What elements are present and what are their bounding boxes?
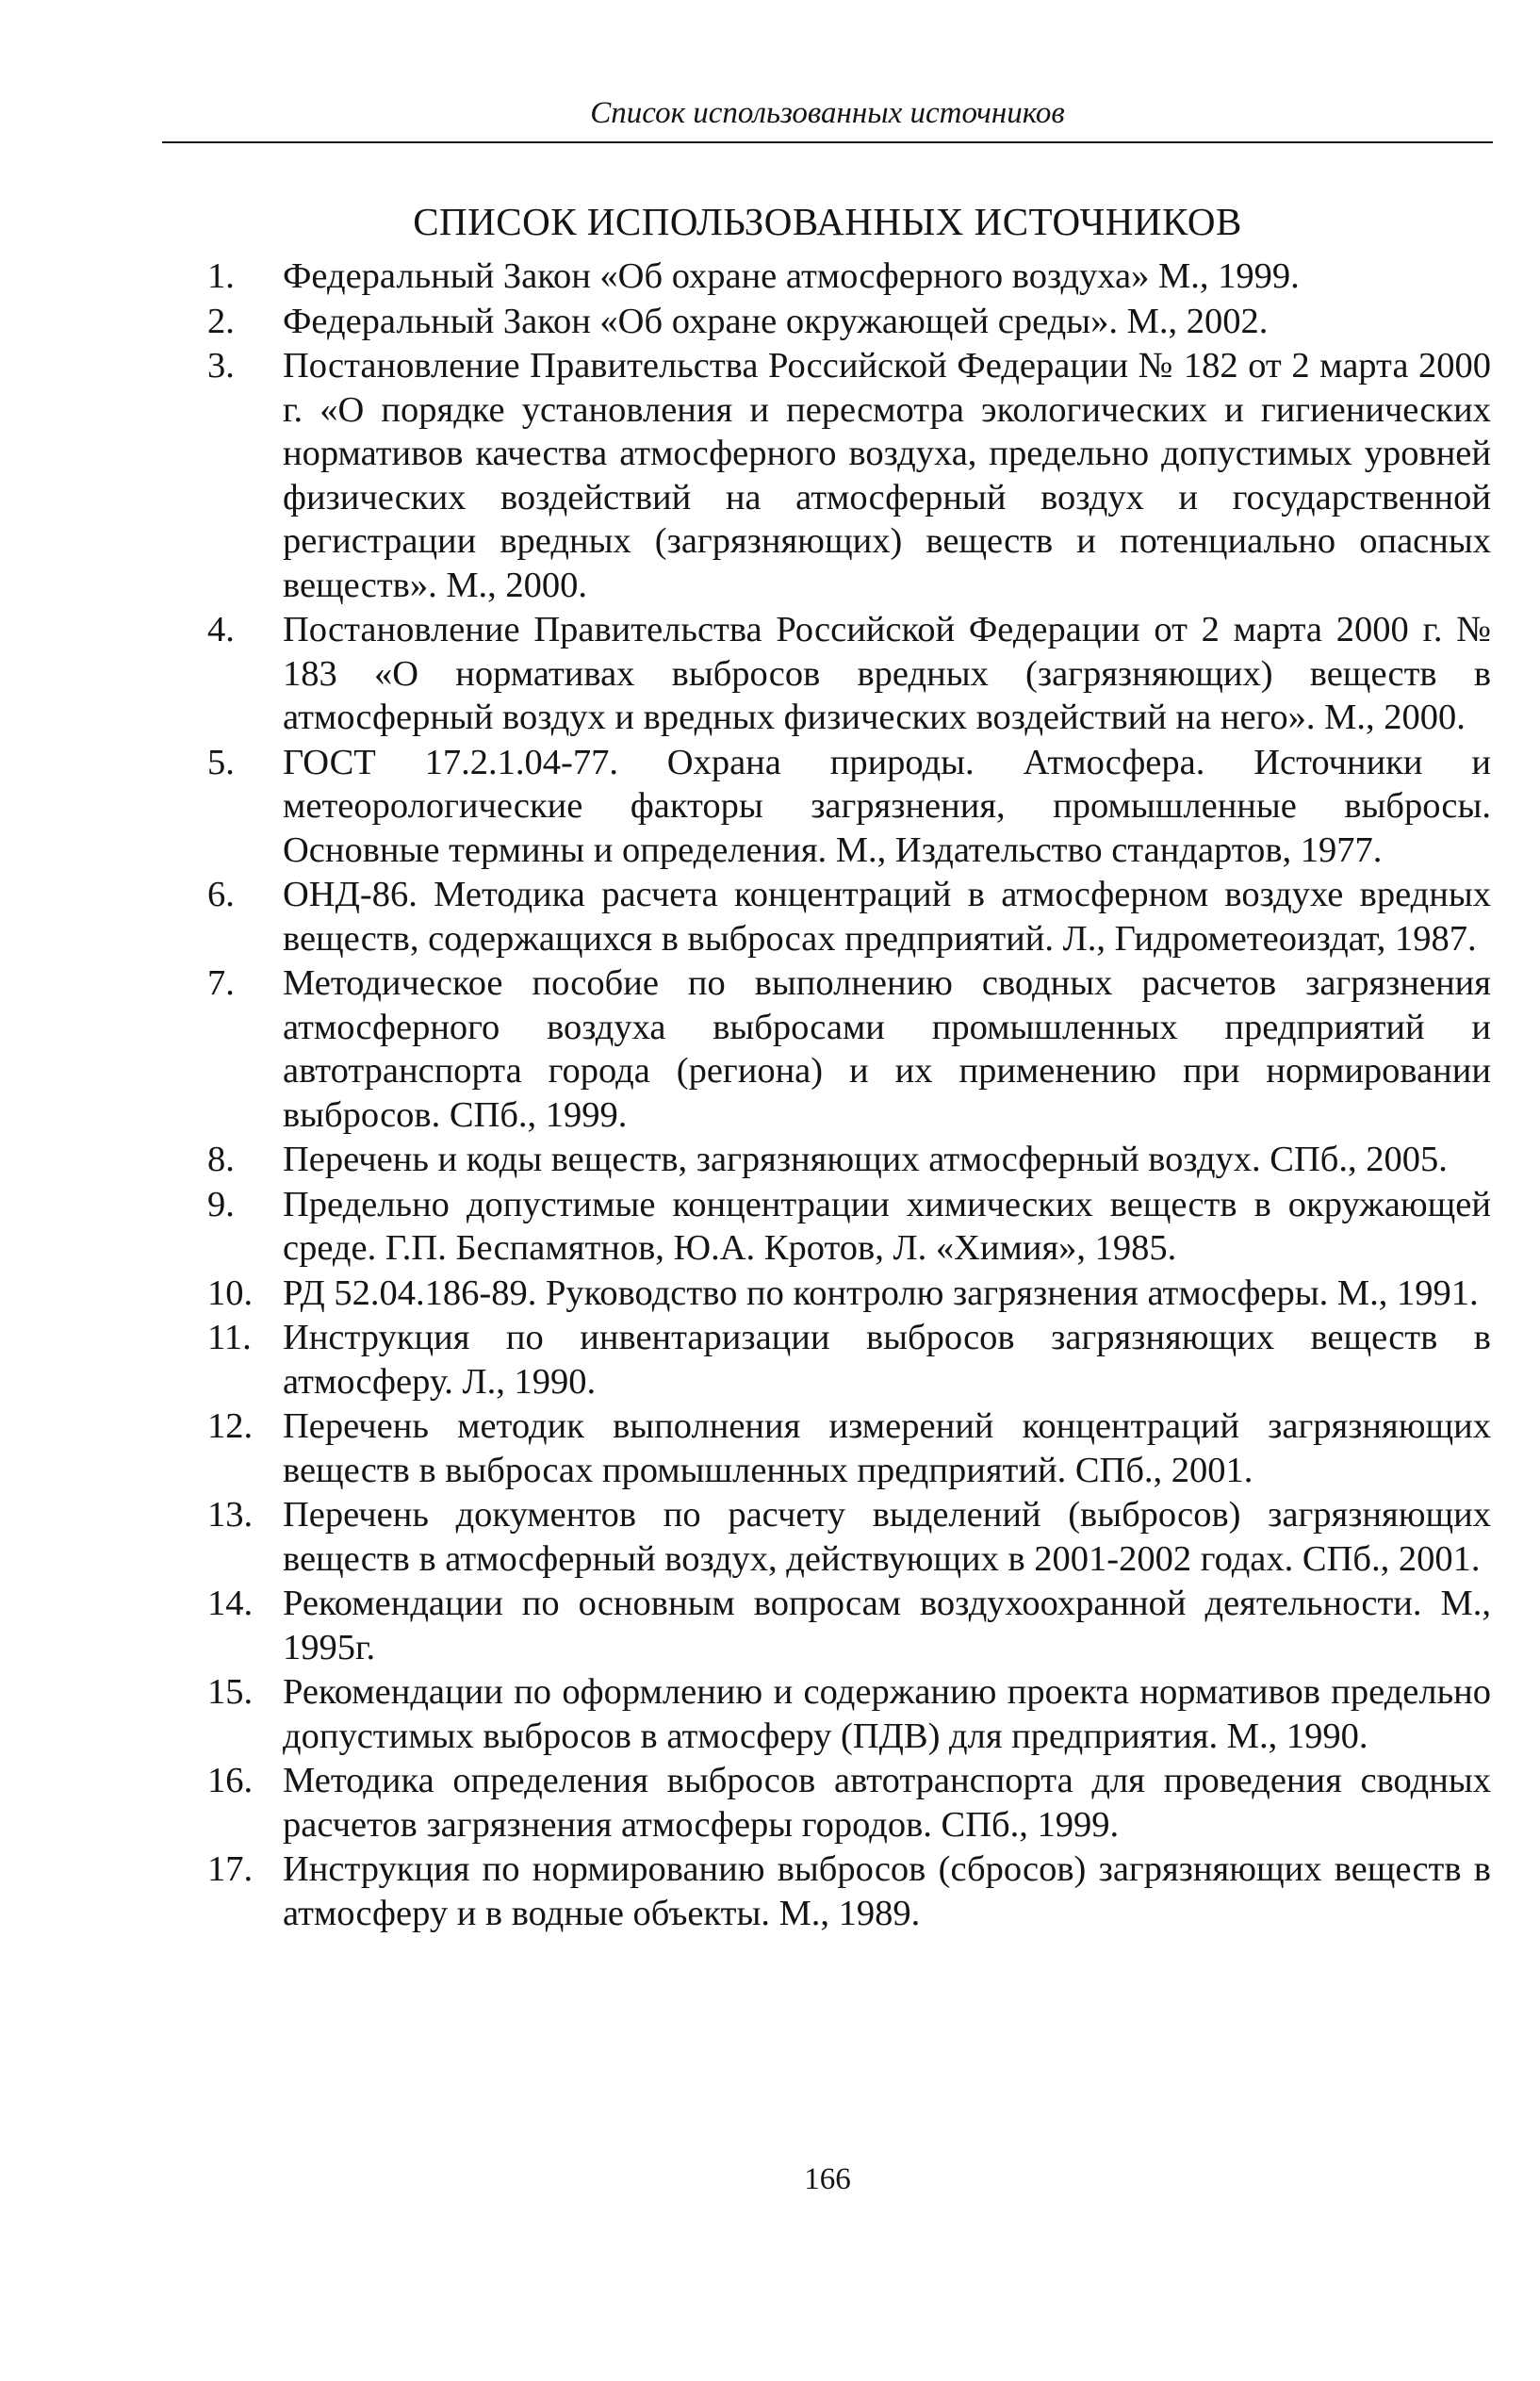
source-number: 2. — [207, 301, 235, 341]
source-item — [207, 1493, 1491, 1581]
source-item — [207, 255, 1491, 299]
source-text: Перечень методик выполнения измерений концентраций загрязняющих веществ в выбросах промышленных предприятий. СПб., 2001. — [283, 1406, 1491, 1490]
source-text: Рекомендации по оформлению и содержанию проекта нормативов предельно допустимых выбросов в атмосферу (ПДВ) для предприятия. М., 1990. — [283, 1672, 1491, 1756]
source-number: 3. — [207, 346, 235, 386]
source-number: 16. — [207, 1761, 254, 1800]
source-text: ГОСТ 17.2.1.04-77. Охрана природы. Атмосфера. Источники и метеорологические факторы загрязнения, промышленные выбросы. Основные термины и определения. М., Издательство стандартов, 1977. — [283, 742, 1491, 870]
source-text: Постановление Правительства Российской Федерации № 182 от 2 марта 2000 г. «О порядке установления и пересмотра экологических и гигиенических нормативов качества атмосферного воздуха, предельно допустимых уровней физических воздействий на атмосферный воздух и государственной регистрации вредных (загрязняющих) веществ и потенциально опасных веществ». М., 2000. — [283, 346, 1491, 605]
header-rule — [162, 141, 1493, 143]
running-header: Список использованных источников — [590, 96, 1065, 130]
source-text: ОНД-86. Методика расчета концентраций в атмосферном воздухе вредных веществ, содержащихся в выбросах предприятий. Л., Гидрометеоиздат, 1987. — [283, 875, 1491, 959]
source-text: Предельно допустимые концентрации химических веществ в окружающей среде. Г.П. Беспамятнов, Ю.А. Кротов, Л. «Химия», 1985. — [283, 1184, 1491, 1268]
source-text: Методическое пособие по выполнению сводных расчетов загрязнения атмосферного воздуха выбросами промышленных предприятий и автотранспорта города (региона) и их применению при нормировании выбросов. СПб., 1999. — [283, 963, 1491, 1135]
source-number: 6. — [207, 875, 235, 914]
source-number: 9. — [207, 1184, 235, 1224]
source-number: 12. — [207, 1406, 254, 1446]
source-text: РД 52.04.186-89. Руководство по контролю загрязнения атмосферы. М., 1991. — [283, 1273, 1479, 1313]
source-number: 15. — [207, 1672, 254, 1712]
source-item — [207, 1759, 1491, 1847]
source-number: 8. — [207, 1140, 235, 1179]
source-item — [207, 1316, 1491, 1404]
source-text: Федеральный Закон «Об охране окружающей среды». М., 2002. — [283, 301, 1269, 341]
source-number: 7. — [207, 963, 235, 1003]
source-number: 1. — [207, 256, 235, 296]
source-text: Инструкция по инвентаризации выбросов загрязняющих веществ в атмосферу. Л., 1990. — [283, 1318, 1491, 1402]
source-item — [207, 1272, 1491, 1316]
sources-list — [207, 255, 1491, 1935]
source-text: Рекомендации по основным вопросам воздухоохранной деятельности. М., 1995г. — [283, 1584, 1491, 1667]
source-text: Постановление Правительства Российской Федерации от 2 марта 2000 г. № 183 «О нормативах выбросов вредных (загрязняющих) веществ в атмосферный воздух и вредных физических воздействий на него». М., 2000. — [283, 610, 1491, 737]
source-text: Перечень и коды веществ, загрязняющих атмосферный воздух. СПб., 2005. — [283, 1140, 1448, 1179]
source-item — [207, 961, 1491, 1137]
source-number: 14. — [207, 1584, 254, 1623]
source-number: 10. — [207, 1273, 254, 1313]
source-item — [207, 344, 1491, 607]
source-item — [207, 1847, 1491, 1935]
page-number: 166 — [804, 2162, 851, 2196]
source-item — [207, 1670, 1491, 1758]
source-text: Перечень документов по расчету выделений (выбросов) загрязняющих веществ в атмосферный воздух, действующих в 2001-2002 годах. СПб., 2001. — [283, 1495, 1491, 1579]
source-item — [207, 873, 1491, 961]
page-title: СПИСОК ИСПОЛЬЗОВАННЫХ ИСТОЧНИКОВ — [413, 200, 1242, 243]
source-item — [207, 1183, 1491, 1271]
source-item — [207, 300, 1491, 344]
source-text: Методика определения выбросов автотранспорта для проведения сводных расчетов загрязнения атмосферы городов. СПб., 1999. — [283, 1761, 1491, 1845]
source-item — [207, 608, 1491, 740]
source-number: 5. — [207, 742, 235, 782]
source-number: 11. — [207, 1318, 252, 1357]
source-number: 13. — [207, 1495, 254, 1535]
source-item — [207, 1404, 1491, 1492]
source-item — [207, 1582, 1491, 1669]
source-item — [207, 1138, 1491, 1182]
source-item — [207, 741, 1491, 873]
source-number: 4. — [207, 610, 235, 649]
source-text: Федеральный Закон «Об охране атмосферного воздуха» М., 1999. — [283, 256, 1300, 296]
source-text: Инструкция по нормированию выбросов (сбросов) загрязняющих веществ в атмосферу и в водные объекты. М., 1989. — [283, 1849, 1491, 1933]
source-number: 17. — [207, 1849, 254, 1889]
